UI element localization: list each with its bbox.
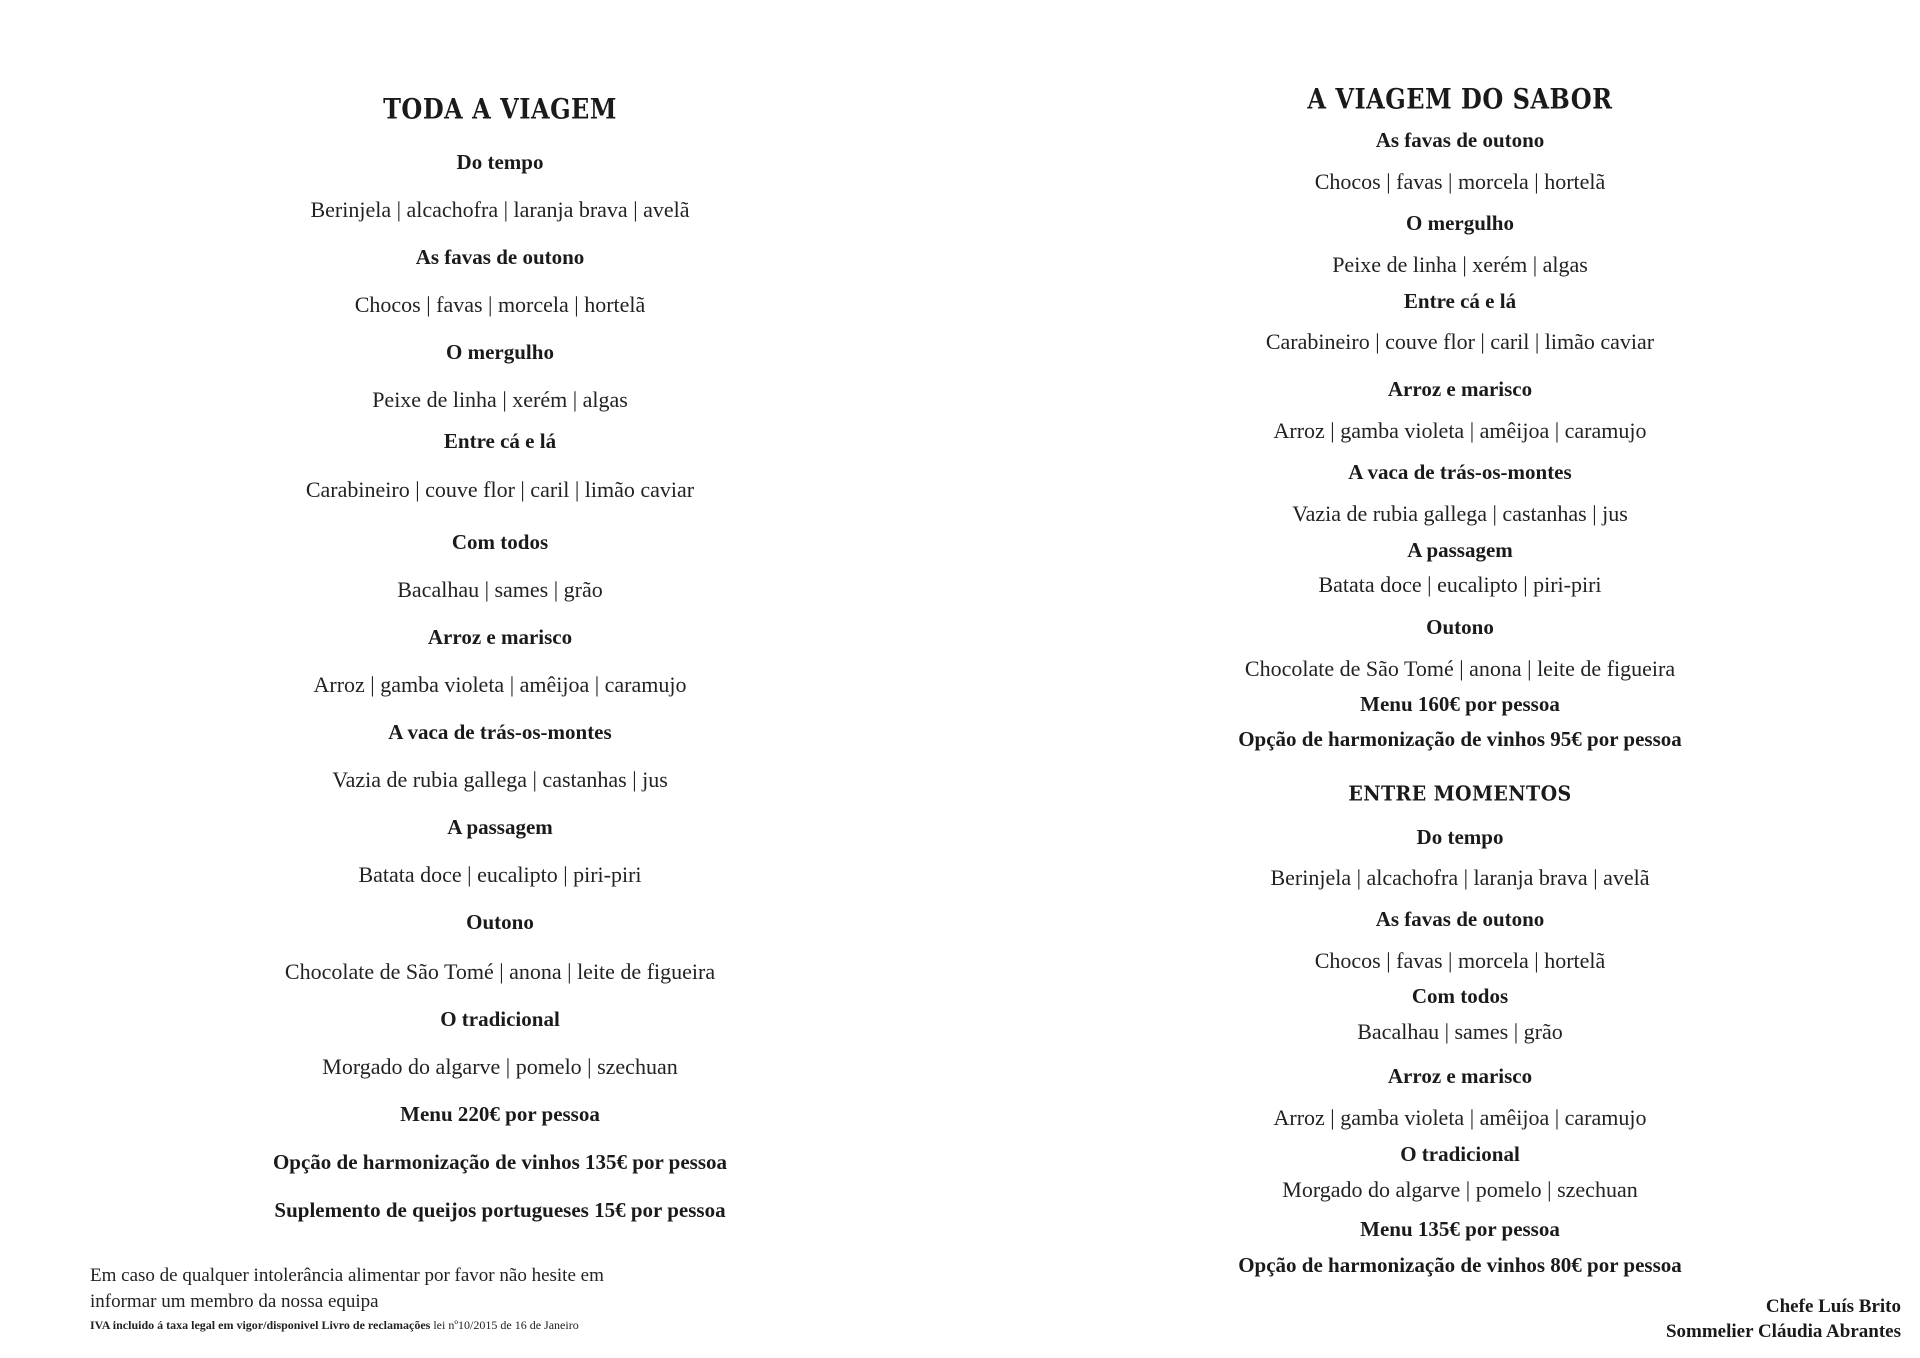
intolerance-note-line1: Em caso de qualquer intolerância alimentar por favor não hesite em	[90, 1265, 604, 1286]
legal-note-rest: lei nº10/2015 de 16 de Janeiro	[430, 1318, 579, 1332]
course-name: Do tempo	[1416, 825, 1504, 849]
menu-price: Menu 135€ por pessoa	[1360, 1217, 1560, 1241]
course-name: As favas de outono	[1375, 907, 1545, 931]
course-dish: Bacalhau | sames | grão	[397, 577, 603, 602]
course-dish: Chocos | favas | morcela | hortelã	[354, 292, 646, 317]
course-dish: Chocolate de São Tomé | anona | leite de figueira	[1244, 656, 1676, 681]
course-dish: Carabineiro | couve flor | caril | limão caviar	[1265, 329, 1655, 354]
course-name: A passagem	[1407, 538, 1513, 562]
course-name: Com todos	[451, 530, 549, 554]
course-dish: Arroz | gamba violeta | amêijoa | caramujo	[1273, 1105, 1647, 1130]
course-name: Outono	[466, 910, 534, 934]
wine-pairing-price: Opção de harmonização de vinhos 95€ por pessoa	[1238, 727, 1682, 751]
course-dish: Chocos | favas | morcela | hortelã	[1314, 948, 1606, 973]
course-name: O tradicional	[440, 1007, 560, 1031]
menu-title-entre-momentos: ENTRE MOMENTOS	[1348, 781, 1572, 807]
course-name: Entre cá e lá	[443, 429, 557, 453]
course-dish: Arroz | gamba violeta | amêijoa | caramujo	[1273, 418, 1647, 443]
course-dish: Morgado do algarve | pomelo | szechuan	[322, 1054, 678, 1079]
course-dish: Bacalhau | sames | grão	[1357, 1019, 1563, 1044]
course-name: Arroz e marisco	[1387, 377, 1533, 401]
course-name: Com todos	[1411, 984, 1509, 1008]
course-dish: Vazia de rubia gallega | castanhas | jus	[1292, 501, 1628, 526]
course-dish: Peixe de linha | xerém | algas	[372, 387, 628, 412]
menu-price: Menu 220€ por pessoa	[400, 1102, 600, 1126]
course-name: Arroz e marisco	[427, 625, 573, 649]
legal-note	[90, 1318, 579, 1333]
course-dish: Peixe de linha | xerém | algas	[1332, 252, 1588, 277]
sommelier-name: Sommelier Cláudia Abrantes	[1665, 1321, 1901, 1342]
course-name: As favas de outono	[1375, 128, 1545, 152]
course-name: A passagem	[447, 815, 553, 839]
course-name: Entre cá e lá	[1403, 289, 1517, 313]
course-dish: Arroz | gamba violeta | amêijoa | caramujo	[313, 672, 687, 697]
menu-title: A VIAGEM DO SABOR	[1307, 81, 1613, 116]
course-dish: Berinjela | alcachofra | laranja brava | avelã	[1270, 865, 1650, 890]
course-dish: Morgado do algarve | pomelo | szechuan	[1282, 1177, 1638, 1202]
course-dish: Chocolate de São Tomé | anona | leite de figueira	[284, 959, 716, 984]
course-dish: Batata doce | eucalipto | piri-piri	[1318, 572, 1602, 597]
wine-pairing-price: Opção de harmonização de vinhos 135€ por pessoa	[272, 1150, 728, 1174]
course-name: A vaca de trás-os-montes	[388, 720, 612, 744]
course-dish: Berinjela | alcachofra | laranja brava | avelã	[310, 197, 690, 222]
legal-note-bold: IVA incluido á taxa legal em vigor/disponivel Livro de reclamações	[90, 1318, 431, 1332]
course-name: O mergulho	[446, 340, 554, 364]
course-name: O mergulho	[1406, 211, 1514, 235]
course-name: A vaca de trás-os-montes	[1348, 460, 1572, 484]
course-name: O tradicional	[1400, 1142, 1520, 1166]
course-dish: Chocos | favas | morcela | hortelã	[1314, 169, 1606, 194]
intolerance-note-line2: informar um membro da nossa equipa	[90, 1291, 379, 1312]
menu-price: Menu 160€ por pessoa	[1360, 692, 1560, 716]
course-name: Arroz e marisco	[1387, 1064, 1533, 1088]
course-dish: Carabineiro | couve flor | caril | limão caviar	[305, 477, 695, 502]
course-dish: Batata doce | eucalipto | piri-piri	[358, 862, 642, 887]
course-name: Do tempo	[456, 150, 544, 174]
cheese-supplement-price: Suplemento de queijos portugueses 15€ por pessoa	[274, 1198, 726, 1222]
chef-name: Chefe Luís Brito	[1765, 1296, 1901, 1317]
course-dish: Vazia de rubia gallega | castanhas | jus	[332, 767, 668, 792]
menu-title: TODA A VIAGEM	[383, 91, 617, 126]
course-name: As favas de outono	[415, 245, 585, 269]
course-name: Outono	[1426, 615, 1494, 639]
wine-pairing-price: Opção de harmonização de vinhos 80€ por pessoa	[1238, 1253, 1682, 1277]
